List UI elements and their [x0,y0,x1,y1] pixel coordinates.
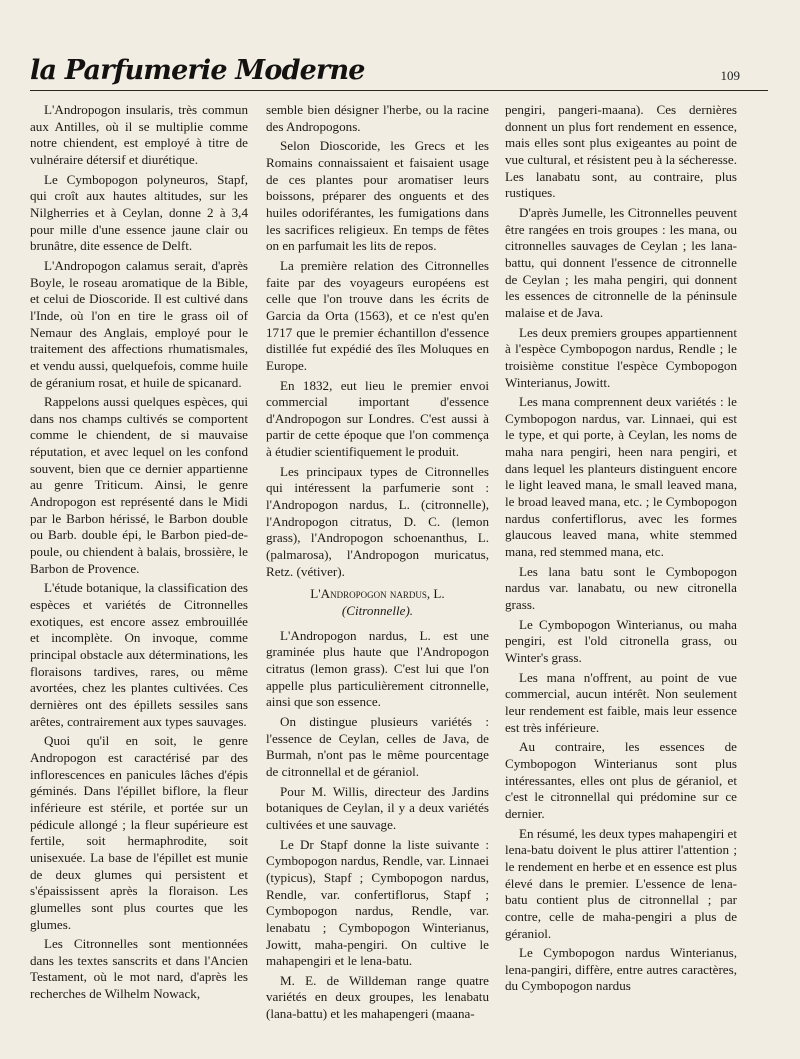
paragraph: Les deux premiers groupes appartiennent à l'espèce Cymbopogon nardus, Rendle ; le troisième constitue l'espèce Cymbopogon Winterianus, Jowitt. [505,324,737,390]
paragraph-continued: pengiri, pangeri-maana). Ces dernières donnent un plus fort rendement en essence, mais elles sont plus exigeantes au point de vue cultural, et résistent peu à la sécheresse. Les lanabatu sont, au contraire, plus rustiques. [505,102,737,201]
paragraph: En 1832, eut lieu le premier envoi commercial important d'essence d'Andropogon sur Londres. C'est aussi à partir de cette époque que l'on commença à étudier scientifiquement le produit. [266,377,489,460]
paragraph: L'Andropogon nardus, L. est une graminée plus haute que l'Andropogon citratus (lemon grass). C'est lui que l'on appelle plus particulièrement citronnelle, ainsi que son essence. [266,627,489,710]
paragraph: Les lana batu sont le Cymbopogon nardus var. lanabatu, ou new citronella grass. [505,563,737,613]
section-heading: L'Andropogon nardus, L. [310,586,445,602]
paragraph-continued: semble bien désigner l'herbe, ou la racine des Andropogons. [266,102,489,134]
paragraph: L'Andropogon calamus serait, d'après Boyle, le roseau aromatique de la Bible, et celui de Dioscoride. Il est cultivé dans l'Inde, où l'on en tire le grass oil of Nemaur des Anglais, employé pour le traitement des affections rhumatismales, et vendu aussi, quelquefois, comme huile de géranium rosat, et huile de spicanard. [30,257,248,390]
paragraph: En résumé, les deux types mahapengiri et lena-batu doivent le plus attirer l'attention ; le rendement en herbe et en essence est plus élevé dans le premier. L'essence de lena-batu contient plus de citronnellal ; par contre, celle de maha-pengiri a plus de géraniol. [505,825,737,941]
header-rule [30,90,768,91]
paragraph: M. E. de Willdeman range quatre variétés en deux groupes, les lenabatu (lana-battu) et les mahapengeri (maana- [266,972,489,1022]
column-middle [266,102,489,1052]
section-subheading: (Citronnelle). [341,603,414,619]
paragraph: Au contraire, les essences de Cymbopogon Winterianus sont plus intéressantes, elles ont plus de géraniol, et c'est le citronnellal qui prédomine sur ce dernier. [505,739,737,821]
column-left [30,102,248,1052]
paragraph: Les mana n'offrent, au point de vue commercial, aucun intérêt. Non seulement leur rendement est faible, mais leur essence est très inférieure. [505,669,737,735]
paragraph: Le Cymbopogon nardus Winterianus, lena-pangiri, diffère, entre autres caractères, du Cymbopogon nardus [505,945,737,994]
paragraph: Le Cymbopogon Winterianus, ou maha pengiri, est l'old citronella grass, ou Winter's grass. [505,616,737,665]
paragraph: Les Citronnelles sont mentionnées dans les textes sanscrits et dans l'Ancien Testament, où le mot nard, d'après les recherches de Wilhelm Nowack, [30,936,248,1002]
paragraph: Le Dr Stapf donne la liste suivante : Cymbopogon nardus, Rendle, var. Linnaei (typicus), Stapf ; Cymbopogon nardus, Rendle, var. confertiflorus, Stapf ; Cymbopogon nardus, Rendle, var. lenabatu ; Cymbopogon Winterianus, Jowitt, maha-pengiri. On cultive le mahapengiri et le lena-batu. [266,836,489,969]
page-number: 109 [720,68,740,83]
paragraph: Le Cymbopogon polyneuros, Stapf, qui croît aux hautes altitudes, sur les Nilgherries et à Ceylan, donne 2 à 3,4 pour mille d'une essence jaune clair ou brunâtre, dite essence de Delft. [30,171,248,254]
paragraph: D'après Jumelle, les Citronnelles peuvent être rangées en trois groupes : les mana, ou citronnelles sauvages de Ceylan ; les lana-battu, qui donnent l'essence de citronnelle de Ceylan ; les maha pengiri, qui donnent les essences de citronnelle de la péninsule malaise et de Java. [505,204,737,320]
masthead: la Parfumerie Moderne [30,55,365,86]
paragraph: L'Andropogon insularis, très commun aux Antilles, où il se multiplie comme notre chiendent, est employé à titre de vulnéraire détersif et diurétique. [30,102,248,167]
paragraph: Quoi qu'il en soit, le genre Andropogon est caractérisé par des inflorescences en panicules lâches d'épis géminés. Dans l'épillet biflore, la fleur inférieure est stérile, et portée sur un pédicule allongé ; la fleur supérieure est fertile, soit hermaphrodite, soit unisexuée. La base de l'épillet est munie de deux glumes qui persistent et s'épaississent après la floraison. Les glumelles sont plus courtes que les glumes. [30,733,248,932]
paragraph: Rappelons aussi quelques espèces, qui dans nos champs cultivés se comportent comme le chiendent, de si mauvaise réputation, et avec lequel on les confond souvent, bien que ce dernier appartienne au genre Triticum. Ainsi, le genre Andropogon est représenté dans le Midi par le Barbon hérissé, le Barbon double ou Barb. double épi, le Barbon pied-de-poule, ou chiendent à balais, brossière, le Barbon de Provence. [30,394,248,576]
paragraph: Les mana comprennent deux variétés : le Cymbopogon nardus, var. Linnaei, qui est le type, et qui porte, à Ceylan, les noms de maha nara pengiri, heen nara pengiri, et dans lequel les planteurs distinguent encore le light leaved mana, le small leaved mana, le broad leaved mana, etc. ; le Cymbopogon nardus confertiflorus, avec les formes glaucous leaved mana, white stemmed mana, red stemmed mana, etc. [505,394,737,560]
paragraph: Pour M. Willis, directeur des Jardins botaniques de Ceylan, il y a deux variétés cultivées et une sauvage. [266,783,489,832]
column-right [505,102,737,1052]
paragraph: Les principaux types de Citronnelles qui intéressent la parfumerie sont : l'Andropogon nardus, L. (citronnelle), l'Andropogon citratus, D. C. (lemon grass), l'Andropogon schoenanthus, L. (palmarosa), l'Andropogon muricatus, Retz. (vétiver). [266,463,489,579]
paragraph: La première relation des Citronnelles faite par des voyageurs européens est celle que l'on trouve dans les écrits de Garcia da Orta (1563), et ce n'est qu'en 1717 que le premier échantillon d'essence distillée fut expédié des îles Moluques en Europe. [266,257,489,373]
paragraph: On distingue plusieurs variétés : l'essence de Ceylan, celles de Java, de Burmah, n'ont pas le même pourcentage de citronnellal et de géraniol. [266,713,489,779]
paragraph: L'étude botanique, la classification des espèces et variétés de Citronnelles exotiques, est encore assez embrouillée et incomplète. On invoque, comme principal obstacle aux déterminations, les floraisons tardives, rares, ou même avortées, chez les plantes cultivées. Ces dernières ont des épillets sessiles sans arêtes, contrairement aux types sauvages. [30,580,248,729]
paragraph: Selon Dioscoride, les Grecs et les Romains connaissaient et faisaient usage de ces plantes pour aromatiser leurs boissons, préparer des onguents et des huiles odoriférantes, les fumigations dans les sacrifices religieux. En temps de fêtes on en parfumait les lits de repos. [266,138,489,254]
